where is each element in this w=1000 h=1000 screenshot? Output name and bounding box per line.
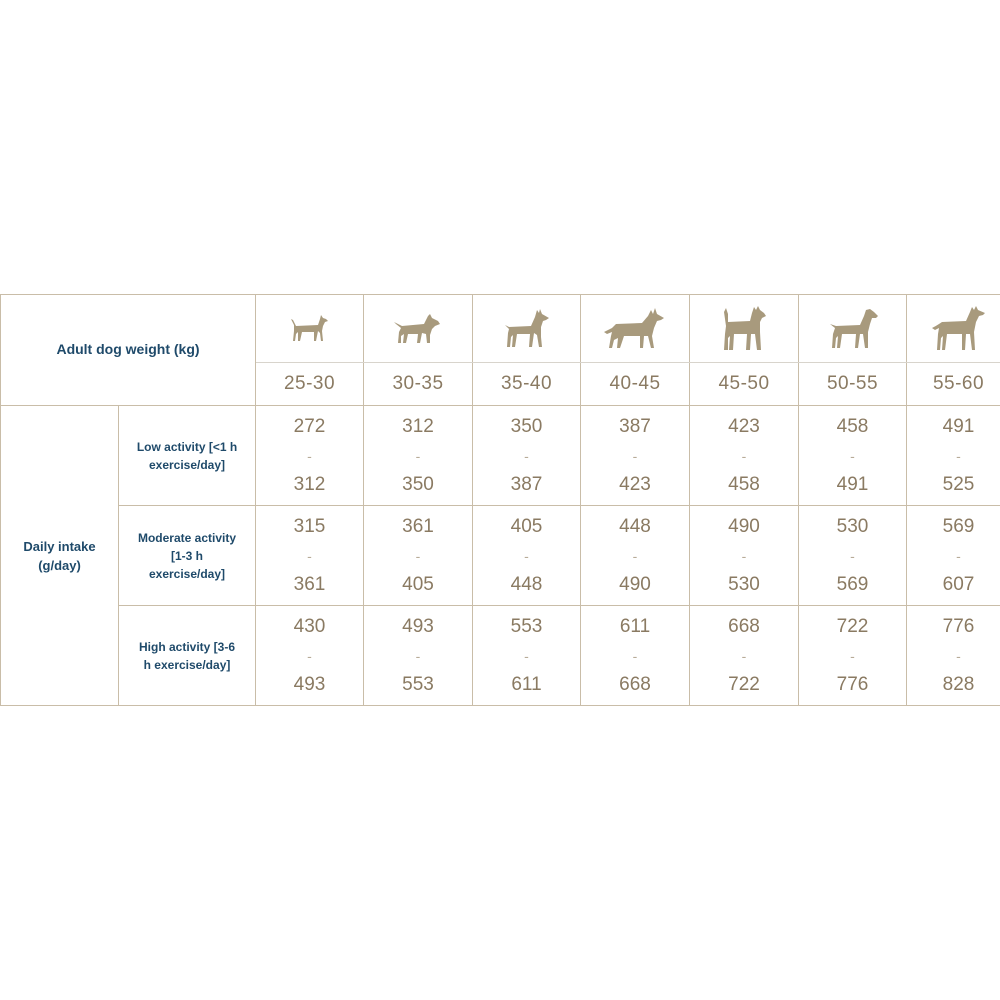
intake-min: 312	[402, 415, 434, 437]
intake-max: 776	[836, 673, 869, 695]
intake-max: 490	[619, 573, 651, 595]
weight-range: 40-45	[581, 363, 690, 406]
range-separator: -	[524, 447, 529, 464]
great-dane-icon	[930, 304, 988, 354]
intake-min: 315	[293, 515, 326, 537]
intake-value-cell	[581, 606, 690, 706]
intake-max: 611	[511, 673, 542, 695]
daily-intake-label: Daily intake (g/day)	[23, 538, 96, 573]
intake-min: 430	[293, 615, 326, 637]
intake-min: 350	[510, 415, 543, 437]
intake-max: 553	[402, 673, 434, 695]
intake-min: 423	[728, 415, 760, 437]
dog-cell	[581, 295, 690, 363]
intake-value-cell	[799, 506, 907, 606]
intake-max: 607	[942, 573, 975, 595]
intake-min: 611	[619, 615, 651, 637]
weight-range: 30-35	[364, 363, 473, 406]
weight-range: 35-40	[473, 363, 581, 406]
intake-max: 569	[836, 573, 869, 595]
schnauzer-icon	[718, 304, 770, 354]
intake-max: 387	[510, 473, 543, 495]
range-separator: -	[632, 647, 638, 664]
intake-value-cell	[690, 406, 799, 506]
activity-label: High activity [3-6 h exercise/day]	[138, 639, 236, 672]
range-separator: -	[741, 547, 747, 564]
activity-label-cell	[119, 606, 256, 706]
small-dog-icon	[288, 311, 332, 347]
weight-label-cell	[1, 295, 256, 406]
intake-max: 722	[728, 673, 760, 695]
intake-value-cell	[473, 606, 581, 706]
activity-row-moderate	[1, 506, 1000, 606]
dog-cell	[799, 295, 907, 363]
bull-terrier-icon	[392, 310, 444, 348]
intake-max: 405	[402, 573, 434, 595]
intake-value-cell	[799, 606, 907, 706]
intake-value-cell	[473, 506, 581, 606]
intake-value-cell	[581, 406, 690, 506]
daily-intake-cell	[1, 406, 119, 706]
intake-value-cell	[256, 606, 364, 706]
intake-value-cell	[256, 506, 364, 606]
range-separator: -	[415, 447, 421, 464]
range-separator: -	[850, 647, 855, 664]
intake-max: 361	[293, 573, 326, 595]
intake-max: 312	[293, 473, 326, 495]
range-separator: -	[741, 647, 747, 664]
intake-max: 350	[402, 473, 434, 495]
range-separator: -	[524, 647, 529, 664]
intake-max: 530	[728, 573, 760, 595]
intake-min: 448	[619, 515, 651, 537]
dog-cell	[907, 295, 1000, 363]
range-separator: -	[956, 447, 961, 464]
intake-max: 828	[942, 673, 975, 695]
intake-max: 448	[510, 573, 543, 595]
range-separator: -	[850, 547, 855, 564]
intake-min: 776	[942, 615, 975, 637]
intake-min: 458	[836, 415, 869, 437]
range-separator: -	[307, 647, 312, 664]
feeding-table	[0, 294, 1000, 706]
intake-max: 668	[619, 673, 651, 695]
activity-row-low	[1, 406, 1000, 506]
intake-value-cell	[690, 506, 799, 606]
intake-value-cell	[364, 606, 473, 706]
intake-value-cell	[799, 406, 907, 506]
weight-range: 55-60	[907, 363, 1000, 406]
intake-value-cell	[907, 506, 1000, 606]
range-separator: -	[415, 647, 421, 664]
pointer-icon	[826, 306, 880, 352]
range-separator: -	[956, 647, 961, 664]
range-separator: -	[956, 547, 961, 564]
intake-max: 493	[293, 673, 326, 695]
range-separator: -	[741, 447, 747, 464]
intake-min: 569	[942, 515, 975, 537]
dog-cell	[256, 295, 364, 363]
range-separator: -	[415, 547, 421, 564]
activity-label-cell	[119, 506, 256, 606]
intake-value-cell	[907, 406, 1000, 506]
intake-min: 361	[402, 515, 434, 537]
range-separator: -	[307, 447, 312, 464]
intake-min: 387	[619, 415, 651, 437]
dog-cell	[364, 295, 473, 363]
activity-label: Moderate activity [1-3 h exercise/day]	[137, 530, 237, 581]
activity-label-cell	[119, 406, 256, 506]
dog-icon-row	[1, 295, 1000, 363]
intake-value-cell	[364, 506, 473, 606]
intake-value-cell	[690, 606, 799, 706]
intake-min: 405	[510, 515, 543, 537]
dog-cell	[473, 295, 581, 363]
range-separator: -	[524, 547, 529, 564]
dog-cell	[690, 295, 799, 363]
intake-min: 272	[293, 415, 326, 437]
range-separator: -	[632, 447, 638, 464]
weight-range: 50-55	[799, 363, 907, 406]
intake-min: 722	[836, 615, 869, 637]
intake-max: 525	[942, 473, 975, 495]
activity-row-high	[1, 606, 1000, 706]
intake-value-cell	[473, 406, 581, 506]
doberman-icon	[501, 307, 553, 351]
intake-min: 530	[836, 515, 869, 537]
activity-label: Low activity [<1 h exercise/day]	[136, 439, 238, 472]
intake-max: 491	[836, 473, 869, 495]
shepherd-icon	[602, 306, 668, 352]
weight-label: Adult dog weight (kg)	[56, 341, 200, 357]
range-separator: -	[307, 547, 312, 564]
intake-value-cell	[364, 406, 473, 506]
intake-min: 491	[942, 415, 975, 437]
range-separator: -	[632, 547, 638, 564]
intake-value-cell	[907, 606, 1000, 706]
intake-value-cell	[581, 506, 690, 606]
intake-min: 493	[402, 615, 434, 637]
intake-min: 553	[510, 615, 543, 637]
intake-value-cell	[256, 406, 364, 506]
range-separator: -	[850, 447, 855, 464]
intake-min: 668	[728, 615, 760, 637]
weight-range: 25-30	[256, 363, 364, 406]
intake-max: 458	[728, 473, 760, 495]
intake-max: 423	[619, 473, 651, 495]
intake-min: 490	[728, 515, 760, 537]
weight-range: 45-50	[690, 363, 799, 406]
